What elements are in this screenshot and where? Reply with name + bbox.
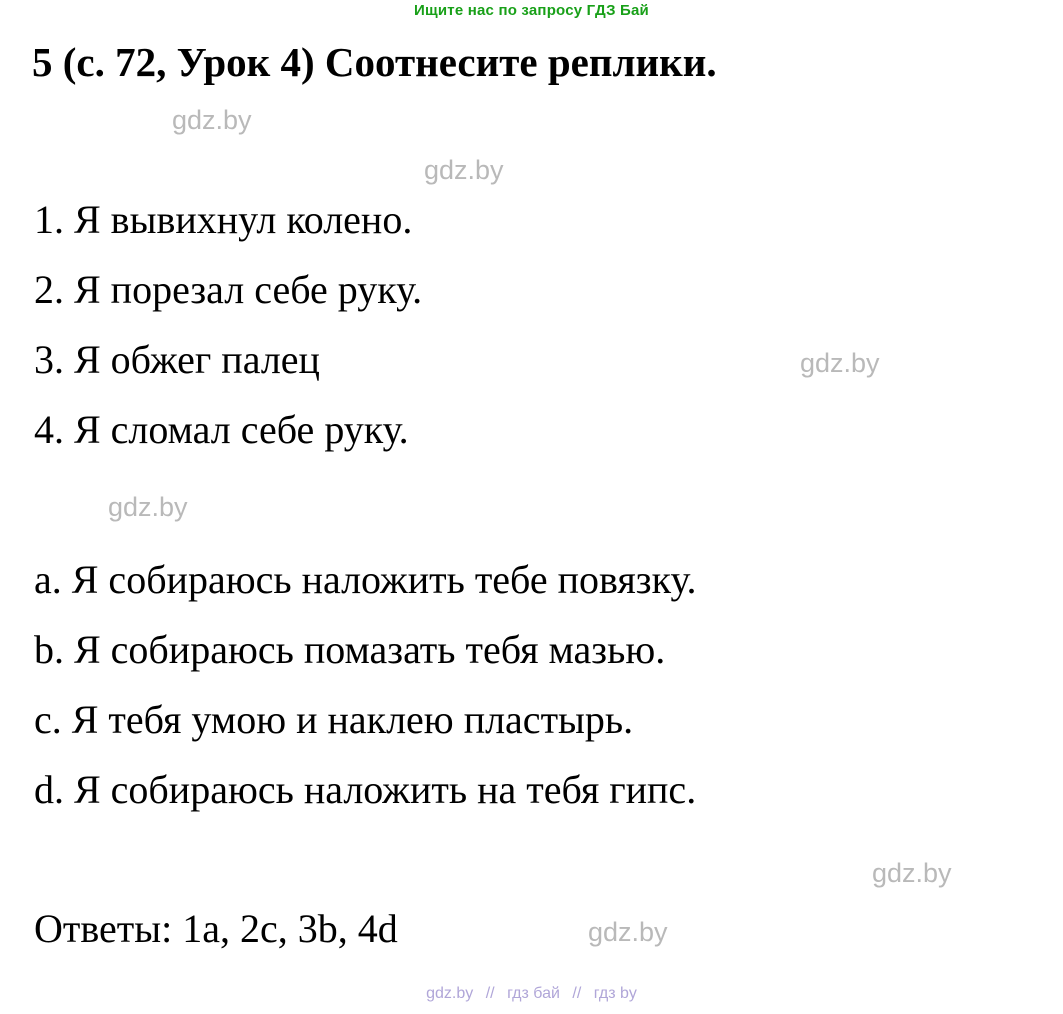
list-item: 1. Я вывихнул колено. [34,197,413,242]
answers-line: Ответы: 1a, 2c, 3b, 4d [34,906,398,951]
watermark: gdz.by [424,155,504,185]
watermark: gdz.by [172,105,252,135]
list-item: 3. Я обжег палец [34,337,320,382]
lettered-statements-list [34,545,696,825]
footer-part-1: gdz.by [426,985,474,1002]
footer-part-3: гдз by [593,985,637,1002]
watermark: gdz.by [108,492,188,522]
list-item: 2. Я порезал себе руку. [34,267,423,312]
list-item: c. Я тебя умою и наклею пластырь. [34,697,634,742]
page-title: 5 (c. 72, Урок 4) Соотнесите реплики. [32,39,717,85]
footer-keywords [0,985,1063,1003]
watermark: gdz.by [800,348,880,378]
footer-part-2: гдз бай [507,985,560,1002]
footer-separator-2: // [572,985,582,1002]
site-promo-banner: Ищите нас по запросу ГДЗ Бай [414,2,649,19]
list-item: a. Я собираюсь наложить тебе повязку. [34,557,697,602]
footer-separator-1: // [485,985,495,1002]
numbered-statements-list [34,185,422,465]
list-item: b. Я собираюсь помазать тебя мазью. [34,627,666,672]
watermark: gdz.by [588,917,668,947]
watermark: gdz.by [872,858,952,888]
list-item: 4. Я сломал себе руку. [34,407,409,452]
list-item: d. Я собираюсь наложить на тебя гипс. [34,767,697,812]
